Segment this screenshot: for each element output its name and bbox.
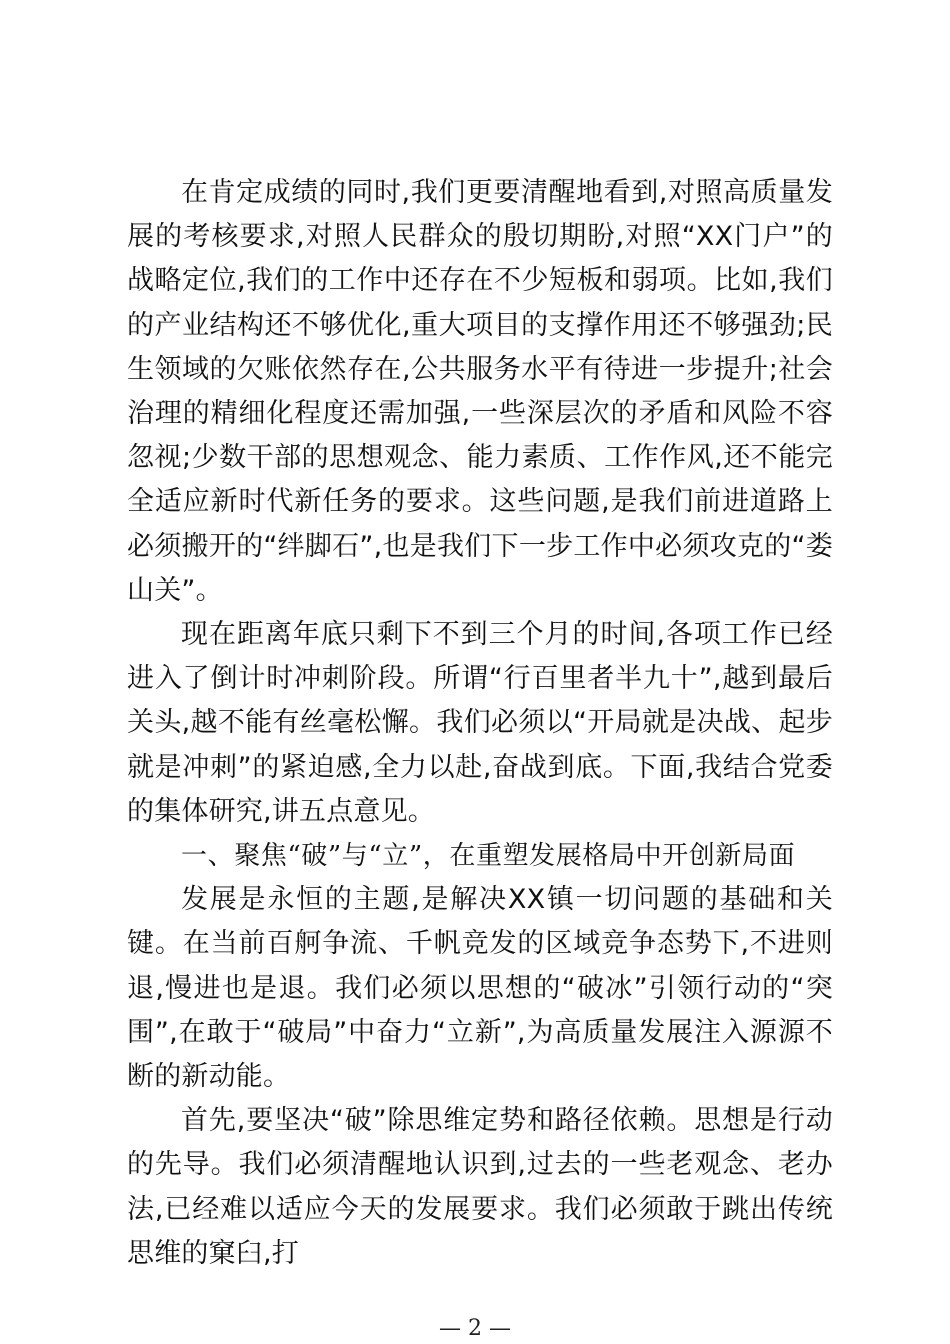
document-body xyxy=(127,171,833,1276)
paragraph-break-thinking: 首先,要坚决“破”除思维定势和路径依赖。思想是行动的先导。我们必须清醒地认识到,过去的一些老观念、老办法,已经难以适应今天的发展要求。我们必须敢于跳出传统思维的窠臼,打 xyxy=(127,1105,833,1269)
paragraph-countdown: 现在距离年底只剩下不到三个月的时间,各项工作已经进入了倒计时冲刺阶段。所谓“行百里者半九十”,越到最后关头,越不能有丝毫松懈。我们必须以“开局就是决战、起步就是冲刺”的紧迫感,全力以赴,奋战到底。下面,我结合党委的集体研究,讲五点意见。 xyxy=(127,619,833,827)
paragraph-shortcomings: 在肯定成绩的同时,我们更要清醒地看到,对照高质量发展的考核要求,对照人民群众的殷切期盼,对照“XX门户”的战略定位,我们的工作中还存在不少短板和弱项。比如,我们的产业结构还不够优化,重大项目的支撑作用还不够强劲;民生领域的欠账依然存在,公共服务水平有待进一步提升;社会治理的精细化程度还需加强,一些深层次的矛盾和风险不容忽视;少数干部的思想观念、能力素质、工作作风,还不能完全适应新时代新任务的要求。这些问题,是我们前进道路上必须搬开的“绊脚石”,也是我们下一步工作中必须攻克的“娄山关”。 xyxy=(127,177,833,606)
page-number: — 2 — xyxy=(439,1316,511,1341)
paragraph-development: 发展是永恒的主题,是解决XX镇一切问题的基础和关键。在当前百舸争流、千帆竞发的区域竞争态势下,不进则退,慢进也是退。我们必须以思想的“破冰”引领行动的“突围”,在敢于“破局”中奋力“立新”,为高质量发展注入源源不断的新动能。 xyxy=(127,884,833,1093)
section-heading: 一、聚焦“破”与“立”，在重塑发展格局中开创新局面 xyxy=(181,841,796,872)
